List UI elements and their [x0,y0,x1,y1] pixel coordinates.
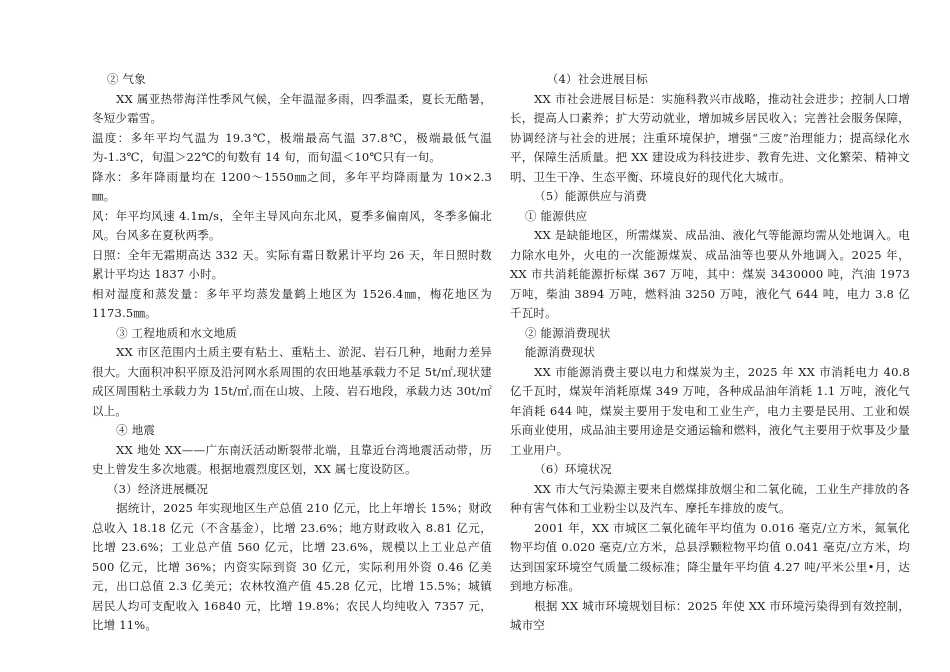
paragraph-sunshine: 日照：全年无霜期高达 332 天。实际有霜日数累计平均 26 天，年日照时数累计平均达 1837 小时。 [92,247,492,281]
paragraph-environment-sources: XX 市大气污染源主要来自燃煤排放烟尘和二氧化硫，工业生产排放的各种有害气体和工业粉尘以及汽车、摩托车排放的废气。 [510,481,910,515]
paragraph-energy-consumption: XX 市能源消费主要以电力和煤炭为主，2025 年 XX 市消耗电力 40.8 亿千瓦时，煤炭年消耗原煤 349 万吨，各种成品油年消耗 1.1 万吨，液化气年消耗 644 吨，煤炭主要用于发电和工业生产，电力主要是民用、工业和娱乐商业使用，成品油主要用途是交通运输和燃料，液化气主要用于炊事及少量工业用户。 [510,364,910,457]
paragraph-rainfall: 降水：多年降雨量均在 1200～1550㎜之间，多年平均降雨量为 10×2.3㎜。 [92,169,492,203]
paragraph-humidity: 相对湿度和蒸发量：多年平均蒸发量鹤上地区为 1526.4㎜，梅花地区为 1173.5㎜。 [92,286,492,320]
left-column [92,70,492,636]
paragraph-economy: 据统计，2025 年实现地区生产总值 210 亿元，比上年增长 15%；财政总收入 18.18 亿元（不含基金），比增 23.6%；地方财政收入 8.81 亿元，比增 23.6%；工业总产值 560 亿元，比增 23.6%，规模以上工业总产值 500 亿元，比增 36%；内资实际到资 30 亿元，实际利用外资 0.46 亿美元，出口总值 2.3 亿美元；农林牧渔产值 45.28 亿元，比增 15.5%；城镇居民人均可支配收入 16840 元，比增 19.8%；农民人均纯收入 7357 元，比增 11%。 [92,501,492,632]
paragraph-social: XX 市社会进展目标是：实施科教兴市战略，推动社会进步；控制人口增长，提高人口素养；扩大劳动就业，增加城乡居民收入；完善社会服务保障，协调经济与社会的进展；注重环境保护，增强“三废”治理能力；提高绿化水平，保障生活质量。把 XX 建设成为科技进步、教育先进、文化繁荣、精神文明、卫生干净、生态平衡、环境良好的现代化大城市。 [510,91,910,184]
heading-earthquake: ④ 地震 [116,423,156,437]
paragraph-environment-2001: 2001 年，XX 市城区二氧化硫年平均值为 0.016 毫克/立方米，氮氧化物平均值 0.020 毫克/立方米，总县浮颗粒物平均值 0.041 毫克/立方米，均达到国家环境空气质量二级标准；降尘量年平均值 4.27 吨/平米公里•月，达到地方标准。 [510,520,910,593]
paragraph-environment-plan: 根据 XX 城市环境规划目标：2025 年使 XX 市环境污染得到有效控制，城市空 [510,598,910,632]
paragraph-earthquake: XX 地处 XX——广东南沃活动断裂带北端，且靠近台湾地震活动带，历史上曾发生多次地震。根据地震烈度区划，XX 属七度设防区。 [92,442,492,476]
paragraph-energy-supply: XX 是缺能地区，所需煤炭、成品油、液化气等能源均需从处地调入。电力除水电外，火电的一次能源煤炭、成品油等也要从外地调入。2025 年，XX 市共消耗能源折标煤 367 万吨，其中：煤炭 3430000 吨，汽油 1973 万吨，柴油 3894 万吨，燃料油 3250 万吨，液化气 644 吨，电力 3.8 亿千瓦时。 [510,228,910,320]
paragraph-wind: 风：年平均风速 4.1m/s，全年主导风向东北风，夏季多偏南风，冬季多偏北风。台风多在夏秋两季。 [92,208,492,242]
heading-geology: ③ 工程地质和水文地质 [116,325,237,340]
heading-climate: ② 气象 [106,72,146,86]
heading-economy: （3）经济进展概况 [106,481,209,496]
heading-energy: （5）能源供应与消费 [534,189,647,203]
right-column [510,70,910,636]
paragraph-climate: XX 属亚热带海洋性季风气候，全年温湿多雨，四季温柔，夏长无酷暑，冬短少霜雪。 [92,91,492,125]
heading-social: （4）社会进展目标 [546,72,648,86]
subheading-energy-consumption: 能源消费现状 [524,345,596,359]
heading-energy-supply: ① 能源供应 [524,208,588,223]
paragraph-geology: XX 市区范围内土质主要有粘土、重粘土、淤泥、岩石几种，地耐力差异很大。大面积冲积平原及沿河网水系周围的农田地基承载力不足 5t/㎡,现状建成区周围粘土承载力为 15t/㎡,而在山坡、上陵、岩石地段，承载力达 30t/㎡以上。 [92,345,492,418]
paragraph-temperature: 温度：多年平均气温为 19.3℃，极端最高气温 37.8℃，极端最低气温为-1.3℃，旬温＞22℃的旬数有 14 旬，而旬温＜10℃只有一旬。 [92,130,492,164]
heading-energy-consumption: ② 能源消费现状 [524,325,611,340]
heading-environment: （6）环境状况 [534,462,612,476]
